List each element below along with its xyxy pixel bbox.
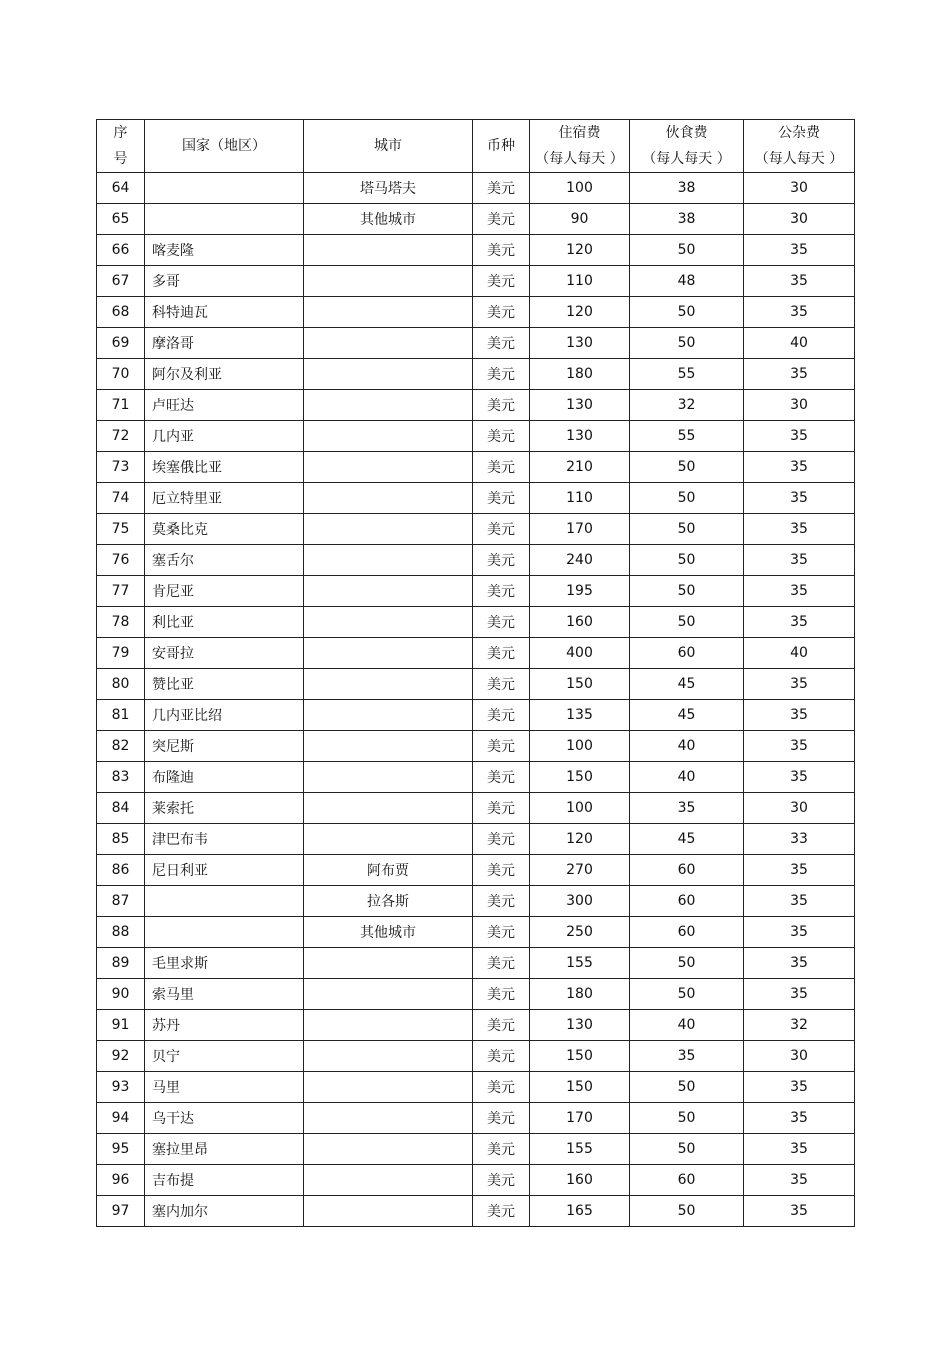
cell-misc: 35 bbox=[744, 700, 855, 731]
header-lodging bbox=[530, 120, 630, 173]
header-misc-line1: 公杂费 bbox=[778, 125, 820, 141]
cell-currency: 美元 bbox=[473, 1041, 530, 1072]
cell-meals: 50 bbox=[630, 452, 744, 483]
cell-currency: 美元 bbox=[473, 700, 530, 731]
cell-country: 塞内加尔 bbox=[145, 1196, 304, 1227]
cell-no: 83 bbox=[97, 762, 145, 793]
cell-misc: 40 bbox=[744, 328, 855, 359]
table-row bbox=[97, 886, 855, 917]
cell-lodging: 300 bbox=[530, 886, 630, 917]
cell-misc: 35 bbox=[744, 421, 855, 452]
cell-misc: 35 bbox=[744, 1072, 855, 1103]
cell-city bbox=[304, 1165, 473, 1196]
cell-city bbox=[304, 297, 473, 328]
cell-country: 塞拉里昂 bbox=[145, 1134, 304, 1165]
cell-currency: 美元 bbox=[473, 762, 530, 793]
cell-city bbox=[304, 1134, 473, 1165]
cell-country: 科特迪瓦 bbox=[145, 297, 304, 328]
cell-meals: 48 bbox=[630, 266, 744, 297]
cell-no: 73 bbox=[97, 452, 145, 483]
cell-no: 87 bbox=[97, 886, 145, 917]
cell-misc: 30 bbox=[744, 390, 855, 421]
cell-no: 89 bbox=[97, 948, 145, 979]
cell-city bbox=[304, 638, 473, 669]
cell-meals: 45 bbox=[630, 824, 744, 855]
cell-city bbox=[304, 700, 473, 731]
table-row bbox=[97, 390, 855, 421]
cell-lodging: 250 bbox=[530, 917, 630, 948]
table-row bbox=[97, 359, 855, 390]
cell-misc: 35 bbox=[744, 576, 855, 607]
cell-lodging: 130 bbox=[530, 328, 630, 359]
table-row bbox=[97, 1010, 855, 1041]
cell-city bbox=[304, 1072, 473, 1103]
expense-standards-table bbox=[96, 119, 855, 1227]
cell-country: 摩洛哥 bbox=[145, 328, 304, 359]
cell-city bbox=[304, 266, 473, 297]
cell-lodging: 150 bbox=[530, 1041, 630, 1072]
cell-currency: 美元 bbox=[473, 886, 530, 917]
cell-meals: 50 bbox=[630, 979, 744, 1010]
table-row bbox=[97, 173, 855, 204]
cell-country: 突尼斯 bbox=[145, 731, 304, 762]
table-row bbox=[97, 855, 855, 886]
cell-city bbox=[304, 545, 473, 576]
header-city: 城市 bbox=[304, 120, 473, 173]
cell-city bbox=[304, 1103, 473, 1134]
cell-no: 64 bbox=[97, 173, 145, 204]
cell-currency: 美元 bbox=[473, 204, 530, 235]
cell-lodging: 210 bbox=[530, 452, 630, 483]
cell-lodging: 120 bbox=[530, 824, 630, 855]
cell-city bbox=[304, 421, 473, 452]
cell-lodging: 195 bbox=[530, 576, 630, 607]
table-row bbox=[97, 948, 855, 979]
cell-misc: 35 bbox=[744, 545, 855, 576]
cell-meals: 32 bbox=[630, 390, 744, 421]
cell-lodging: 165 bbox=[530, 1196, 630, 1227]
cell-meals: 50 bbox=[630, 948, 744, 979]
cell-city bbox=[304, 390, 473, 421]
cell-lodging: 150 bbox=[530, 1072, 630, 1103]
cell-no: 86 bbox=[97, 855, 145, 886]
table-row bbox=[97, 545, 855, 576]
cell-country: 赞比亚 bbox=[145, 669, 304, 700]
table-row bbox=[97, 917, 855, 948]
cell-misc: 35 bbox=[744, 917, 855, 948]
table-row bbox=[97, 669, 855, 700]
table-row bbox=[97, 700, 855, 731]
cell-meals: 45 bbox=[630, 700, 744, 731]
cell-no: 82 bbox=[97, 731, 145, 762]
cell-city bbox=[304, 514, 473, 545]
cell-misc: 35 bbox=[744, 855, 855, 886]
cell-meals: 55 bbox=[630, 421, 744, 452]
table-row bbox=[97, 1041, 855, 1072]
cell-country: 津巴布韦 bbox=[145, 824, 304, 855]
cell-misc: 35 bbox=[744, 1103, 855, 1134]
cell-city bbox=[304, 762, 473, 793]
cell-country: 贝宁 bbox=[145, 1041, 304, 1072]
cell-currency: 美元 bbox=[473, 607, 530, 638]
table-row bbox=[97, 1196, 855, 1227]
cell-meals: 40 bbox=[630, 1010, 744, 1041]
cell-currency: 美元 bbox=[473, 917, 530, 948]
cell-country: 埃塞俄比亚 bbox=[145, 452, 304, 483]
cell-currency: 美元 bbox=[473, 1103, 530, 1134]
table-body bbox=[97, 173, 855, 1227]
cell-currency: 美元 bbox=[473, 948, 530, 979]
cell-lodging: 100 bbox=[530, 793, 630, 824]
header-no-line1: 序 bbox=[113, 125, 128, 141]
table-row bbox=[97, 297, 855, 328]
cell-no: 78 bbox=[97, 607, 145, 638]
cell-no: 66 bbox=[97, 235, 145, 266]
cell-currency: 美元 bbox=[473, 266, 530, 297]
cell-city: 阿布贾 bbox=[304, 855, 473, 886]
cell-meals: 40 bbox=[630, 731, 744, 762]
table-row bbox=[97, 328, 855, 359]
cell-meals: 60 bbox=[630, 855, 744, 886]
cell-meals: 50 bbox=[630, 1134, 744, 1165]
cell-no: 95 bbox=[97, 1134, 145, 1165]
cell-city bbox=[304, 235, 473, 266]
cell-country: 厄立特里亚 bbox=[145, 483, 304, 514]
cell-currency: 美元 bbox=[473, 1165, 530, 1196]
cell-meals: 60 bbox=[630, 638, 744, 669]
cell-city: 其他城市 bbox=[304, 204, 473, 235]
cell-city: 塔马塔夫 bbox=[304, 173, 473, 204]
table-header bbox=[97, 120, 855, 173]
cell-misc: 35 bbox=[744, 297, 855, 328]
header-meals bbox=[630, 120, 744, 173]
table-row bbox=[97, 204, 855, 235]
cell-meals: 45 bbox=[630, 669, 744, 700]
cell-misc: 35 bbox=[744, 948, 855, 979]
cell-country: 几内亚 bbox=[145, 421, 304, 452]
cell-misc: 35 bbox=[744, 483, 855, 514]
cell-lodging: 90 bbox=[530, 204, 630, 235]
cell-country: 乌干达 bbox=[145, 1103, 304, 1134]
cell-country: 阿尔及利亚 bbox=[145, 359, 304, 390]
cell-no: 76 bbox=[97, 545, 145, 576]
cell-city bbox=[304, 607, 473, 638]
cell-lodging: 240 bbox=[530, 545, 630, 576]
cell-misc: 35 bbox=[744, 762, 855, 793]
cell-no: 88 bbox=[97, 917, 145, 948]
cell-city bbox=[304, 948, 473, 979]
header-row bbox=[97, 120, 855, 173]
cell-currency: 美元 bbox=[473, 390, 530, 421]
cell-country: 莱索托 bbox=[145, 793, 304, 824]
cell-meals: 50 bbox=[630, 235, 744, 266]
cell-misc: 40 bbox=[744, 638, 855, 669]
cell-meals: 60 bbox=[630, 1165, 744, 1196]
header-no bbox=[97, 120, 145, 173]
cell-currency: 美元 bbox=[473, 793, 530, 824]
cell-meals: 50 bbox=[630, 545, 744, 576]
cell-lodging: 100 bbox=[530, 173, 630, 204]
cell-lodging: 180 bbox=[530, 359, 630, 390]
cell-lodging: 130 bbox=[530, 390, 630, 421]
cell-misc: 30 bbox=[744, 793, 855, 824]
cell-no: 75 bbox=[97, 514, 145, 545]
table-row bbox=[97, 1165, 855, 1196]
table-row bbox=[97, 793, 855, 824]
cell-country: 安哥拉 bbox=[145, 638, 304, 669]
cell-lodging: 135 bbox=[530, 700, 630, 731]
cell-currency: 美元 bbox=[473, 545, 530, 576]
cell-no: 91 bbox=[97, 1010, 145, 1041]
cell-meals: 50 bbox=[630, 1196, 744, 1227]
cell-city bbox=[304, 1041, 473, 1072]
cell-meals: 35 bbox=[630, 793, 744, 824]
cell-country: 莫桑比克 bbox=[145, 514, 304, 545]
cell-no: 85 bbox=[97, 824, 145, 855]
cell-country: 吉布提 bbox=[145, 1165, 304, 1196]
cell-lodging: 170 bbox=[530, 1103, 630, 1134]
cell-currency: 美元 bbox=[473, 483, 530, 514]
cell-misc: 35 bbox=[744, 1165, 855, 1196]
table-row bbox=[97, 1072, 855, 1103]
cell-lodging: 170 bbox=[530, 514, 630, 545]
cell-currency: 美元 bbox=[473, 1010, 530, 1041]
cell-no: 94 bbox=[97, 1103, 145, 1134]
cell-currency: 美元 bbox=[473, 359, 530, 390]
table-row bbox=[97, 514, 855, 545]
cell-country bbox=[145, 204, 304, 235]
cell-no: 80 bbox=[97, 669, 145, 700]
cell-currency: 美元 bbox=[473, 731, 530, 762]
cell-currency: 美元 bbox=[473, 421, 530, 452]
table-row bbox=[97, 979, 855, 1010]
cell-city bbox=[304, 328, 473, 359]
header-misc-line2: （每人每天 ） bbox=[754, 151, 844, 167]
cell-country: 多哥 bbox=[145, 266, 304, 297]
table-row bbox=[97, 576, 855, 607]
cell-country: 肯尼亚 bbox=[145, 576, 304, 607]
cell-no: 81 bbox=[97, 700, 145, 731]
table-row bbox=[97, 266, 855, 297]
cell-misc: 35 bbox=[744, 266, 855, 297]
cell-city bbox=[304, 793, 473, 824]
cell-no: 84 bbox=[97, 793, 145, 824]
cell-currency: 美元 bbox=[473, 979, 530, 1010]
cell-meals: 60 bbox=[630, 886, 744, 917]
cell-misc: 35 bbox=[744, 1196, 855, 1227]
table-row bbox=[97, 731, 855, 762]
cell-meals: 50 bbox=[630, 1103, 744, 1134]
cell-city: 拉各斯 bbox=[304, 886, 473, 917]
cell-lodging: 120 bbox=[530, 235, 630, 266]
cell-meals: 50 bbox=[630, 297, 744, 328]
cell-no: 74 bbox=[97, 483, 145, 514]
table-row bbox=[97, 452, 855, 483]
table-row bbox=[97, 1103, 855, 1134]
cell-currency: 美元 bbox=[473, 824, 530, 855]
cell-misc: 32 bbox=[744, 1010, 855, 1041]
cell-misc: 35 bbox=[744, 886, 855, 917]
cell-country: 塞舌尔 bbox=[145, 545, 304, 576]
header-meals-line1: 伙食费 bbox=[665, 125, 708, 141]
cell-country: 布隆迪 bbox=[145, 762, 304, 793]
cell-no: 69 bbox=[97, 328, 145, 359]
cell-currency: 美元 bbox=[473, 1072, 530, 1103]
cell-meals: 50 bbox=[630, 1072, 744, 1103]
header-meals-line2: （每人每天 ） bbox=[642, 151, 731, 167]
cell-city bbox=[304, 483, 473, 514]
cell-country: 喀麦隆 bbox=[145, 235, 304, 266]
cell-meals: 50 bbox=[630, 514, 744, 545]
cell-misc: 35 bbox=[744, 607, 855, 638]
cell-misc: 35 bbox=[744, 669, 855, 700]
cell-no: 77 bbox=[97, 576, 145, 607]
table-row bbox=[97, 762, 855, 793]
cell-country: 毛里求斯 bbox=[145, 948, 304, 979]
table-row bbox=[97, 483, 855, 514]
cell-no: 70 bbox=[97, 359, 145, 390]
header-currency: 币种 bbox=[473, 120, 530, 173]
cell-lodging: 180 bbox=[530, 979, 630, 1010]
cell-currency: 美元 bbox=[473, 638, 530, 669]
cell-city bbox=[304, 824, 473, 855]
cell-meals: 38 bbox=[630, 204, 744, 235]
cell-country bbox=[145, 917, 304, 948]
cell-country: 卢旺达 bbox=[145, 390, 304, 421]
cell-lodging: 120 bbox=[530, 297, 630, 328]
cell-currency: 美元 bbox=[473, 328, 530, 359]
cell-city bbox=[304, 731, 473, 762]
cell-misc: 35 bbox=[744, 514, 855, 545]
cell-lodging: 155 bbox=[530, 948, 630, 979]
cell-city: 其他城市 bbox=[304, 917, 473, 948]
cell-country: 马里 bbox=[145, 1072, 304, 1103]
cell-no: 93 bbox=[97, 1072, 145, 1103]
cell-misc: 35 bbox=[744, 979, 855, 1010]
cell-meals: 50 bbox=[630, 328, 744, 359]
cell-meals: 50 bbox=[630, 576, 744, 607]
cell-meals: 55 bbox=[630, 359, 744, 390]
table-row bbox=[97, 638, 855, 669]
cell-meals: 60 bbox=[630, 917, 744, 948]
cell-lodging: 270 bbox=[530, 855, 630, 886]
cell-meals: 50 bbox=[630, 483, 744, 514]
cell-lodging: 400 bbox=[530, 638, 630, 669]
cell-lodging: 110 bbox=[530, 266, 630, 297]
cell-country: 苏丹 bbox=[145, 1010, 304, 1041]
cell-currency: 美元 bbox=[473, 452, 530, 483]
cell-lodging: 100 bbox=[530, 731, 630, 762]
cell-misc: 35 bbox=[744, 1134, 855, 1165]
cell-currency: 美元 bbox=[473, 855, 530, 886]
header-lodging-line1: 住宿费 bbox=[558, 125, 601, 141]
cell-no: 96 bbox=[97, 1165, 145, 1196]
cell-city bbox=[304, 669, 473, 700]
cell-city bbox=[304, 576, 473, 607]
cell-country: 尼日利亚 bbox=[145, 855, 304, 886]
cell-currency: 美元 bbox=[473, 235, 530, 266]
table-row bbox=[97, 235, 855, 266]
cell-currency: 美元 bbox=[473, 669, 530, 700]
cell-misc: 35 bbox=[744, 452, 855, 483]
cell-misc: 35 bbox=[744, 359, 855, 390]
cell-no: 97 bbox=[97, 1196, 145, 1227]
cell-city bbox=[304, 359, 473, 390]
cell-meals: 40 bbox=[630, 762, 744, 793]
header-no-line2: 号 bbox=[113, 151, 128, 167]
cell-no: 90 bbox=[97, 979, 145, 1010]
cell-lodging: 155 bbox=[530, 1134, 630, 1165]
cell-no: 71 bbox=[97, 390, 145, 421]
cell-country bbox=[145, 886, 304, 917]
cell-country: 索马里 bbox=[145, 979, 304, 1010]
cell-lodging: 110 bbox=[530, 483, 630, 514]
cell-lodging: 160 bbox=[530, 1165, 630, 1196]
cell-city bbox=[304, 452, 473, 483]
cell-no: 68 bbox=[97, 297, 145, 328]
cell-no: 65 bbox=[97, 204, 145, 235]
cell-currency: 美元 bbox=[473, 576, 530, 607]
cell-currency: 美元 bbox=[473, 173, 530, 204]
cell-misc: 33 bbox=[744, 824, 855, 855]
header-misc bbox=[744, 120, 855, 173]
cell-no: 92 bbox=[97, 1041, 145, 1072]
cell-meals: 35 bbox=[630, 1041, 744, 1072]
cell-misc: 30 bbox=[744, 173, 855, 204]
cell-no: 67 bbox=[97, 266, 145, 297]
cell-misc: 35 bbox=[744, 235, 855, 266]
header-country: 国家（地区） bbox=[145, 120, 304, 173]
cell-currency: 美元 bbox=[473, 1134, 530, 1165]
cell-lodging: 130 bbox=[530, 1010, 630, 1041]
cell-no: 79 bbox=[97, 638, 145, 669]
table-row bbox=[97, 824, 855, 855]
cell-country bbox=[145, 173, 304, 204]
table-row bbox=[97, 607, 855, 638]
cell-country: 利比亚 bbox=[145, 607, 304, 638]
cell-city bbox=[304, 979, 473, 1010]
cell-lodging: 150 bbox=[530, 762, 630, 793]
cell-currency: 美元 bbox=[473, 297, 530, 328]
cell-currency: 美元 bbox=[473, 514, 530, 545]
header-lodging-line2: （每人每天 ） bbox=[535, 151, 624, 167]
cell-meals: 38 bbox=[630, 173, 744, 204]
cell-city bbox=[304, 1196, 473, 1227]
cell-currency: 美元 bbox=[473, 1196, 530, 1227]
cell-misc: 30 bbox=[744, 1041, 855, 1072]
cell-lodging: 150 bbox=[530, 669, 630, 700]
cell-country: 几内亚比绍 bbox=[145, 700, 304, 731]
cell-meals: 50 bbox=[630, 607, 744, 638]
cell-misc: 30 bbox=[744, 204, 855, 235]
cell-lodging: 130 bbox=[530, 421, 630, 452]
cell-no: 72 bbox=[97, 421, 145, 452]
cell-lodging: 160 bbox=[530, 607, 630, 638]
cell-city bbox=[304, 1010, 473, 1041]
table-row bbox=[97, 1134, 855, 1165]
cell-misc: 35 bbox=[744, 731, 855, 762]
table-row bbox=[97, 421, 855, 452]
